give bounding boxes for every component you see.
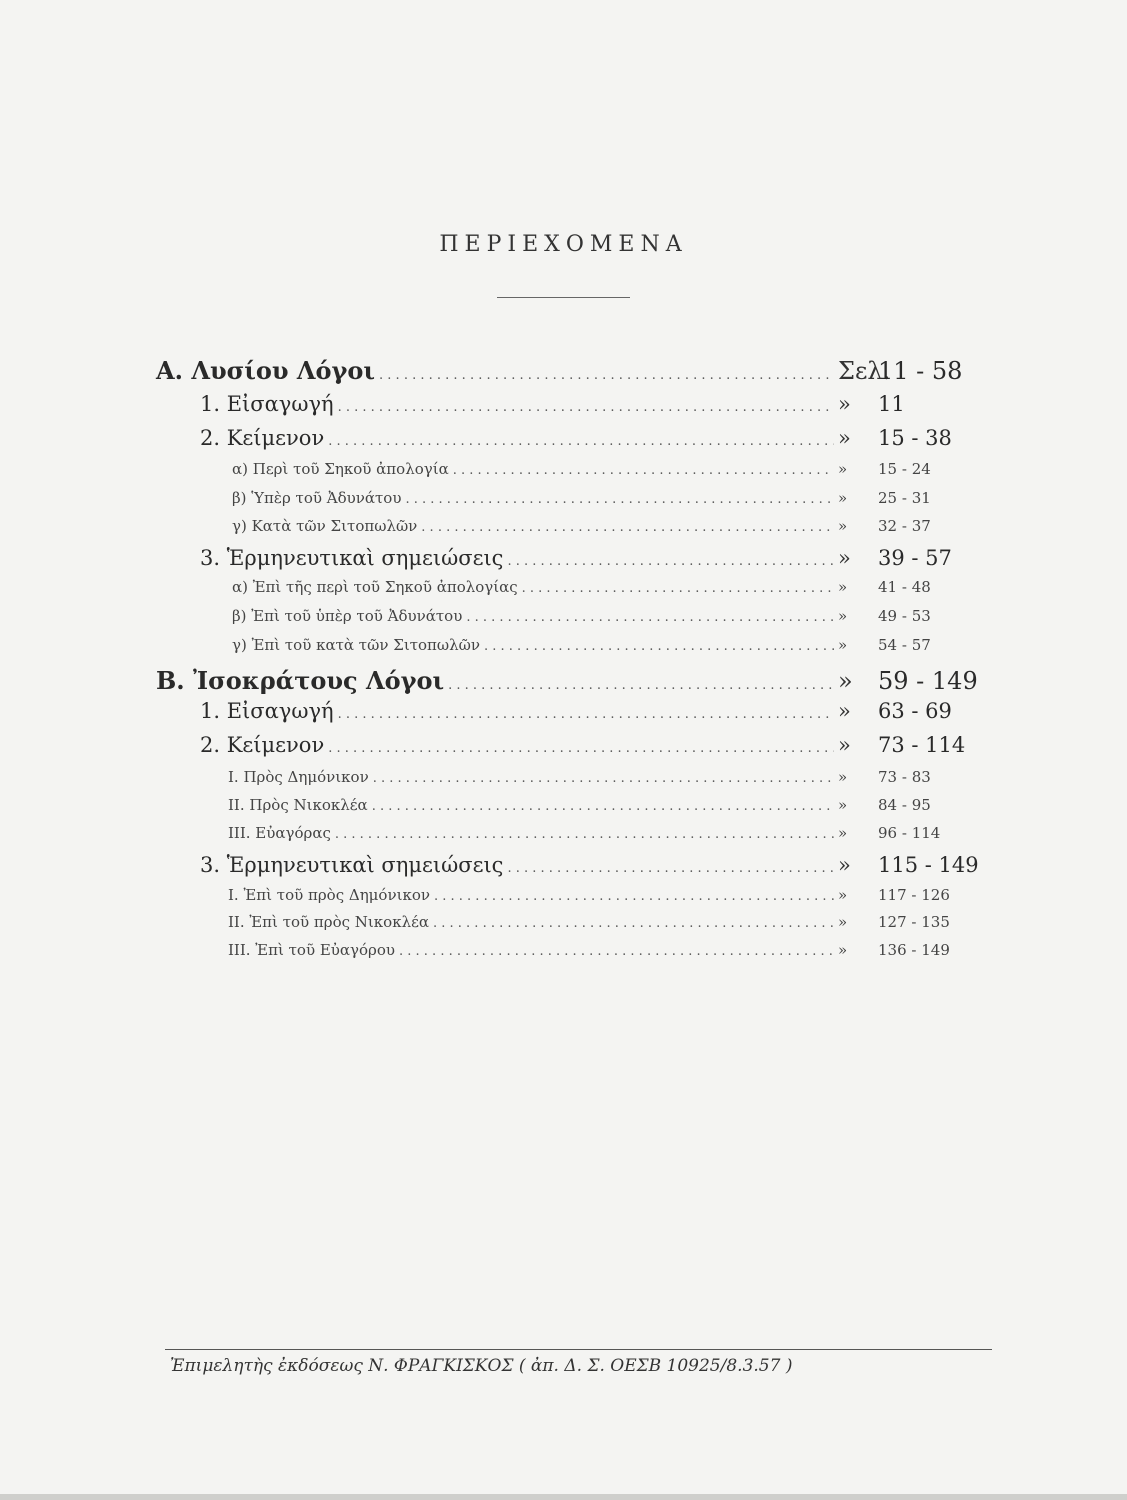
- leader-dots: [522, 581, 834, 596]
- page-marker: »: [838, 886, 848, 904]
- toc-entry-title: Β. Ἰσοκράτους Λόγοι: [156, 666, 445, 695]
- page-range: 41 - 48: [878, 578, 931, 596]
- leader-dots: [328, 741, 834, 756]
- page-marker: »: [838, 489, 848, 507]
- toc-entry: [228, 824, 988, 842]
- page-range: 15 - 38: [878, 426, 952, 450]
- page-marker: »: [838, 460, 848, 478]
- title-divider: [497, 297, 630, 298]
- page-marker: »: [838, 699, 851, 723]
- toc-entry-title: I. Ἐπὶ τοῦ πρὸς Δημόνικον: [228, 886, 430, 904]
- toc-entry-title: α) Ἐπὶ τῆς περὶ τοῦ Σηκοῦ ἀπολογίας: [232, 578, 518, 596]
- page-marker: »: [838, 517, 848, 535]
- page-range: 73 - 114: [878, 733, 966, 757]
- page-marker: »: [838, 392, 851, 416]
- leader-dots: [466, 610, 834, 625]
- leader-dots: [484, 639, 834, 654]
- toc-entry: [200, 426, 988, 450]
- toc-entry-title: Α. Λυσίου Λόγοι: [156, 356, 376, 385]
- page-marker: »: [838, 853, 851, 877]
- toc-entry: [232, 489, 988, 507]
- leader-dots: [399, 944, 834, 959]
- toc-entry-title: 2. Κείμενον: [200, 733, 325, 757]
- toc-entry: [200, 733, 988, 757]
- toc-entry-title: II. Ἐπὶ τοῦ πρὸς Νικοκλέα: [228, 913, 429, 931]
- toc-entry-title: III. Ἐπὶ τοῦ Εὐαγόρου: [228, 941, 395, 959]
- page-range: 63 - 69: [878, 699, 952, 723]
- toc-entry-title: 1. Εἰσαγωγή: [200, 392, 334, 416]
- page-marker: »: [838, 546, 851, 570]
- toc-entry-title: β) Ὑπὲρ τοῦ Ἀδυνάτου: [232, 489, 402, 507]
- leader-dots: [379, 368, 834, 383]
- page-marker: Σελ.: [838, 357, 891, 385]
- toc-entry-title: 3. Ἑρμηνευτικαὶ σημειώσεις: [200, 546, 504, 570]
- toc-entry: [228, 941, 988, 959]
- footer-divider: [165, 1349, 992, 1350]
- toc-entry-title: I. Πρὸς Δημόνικον: [228, 768, 369, 786]
- leader-dots: [372, 799, 834, 814]
- page-range: 11 - 58: [878, 357, 963, 385]
- page-marker: »: [838, 824, 848, 842]
- toc-entry: [228, 796, 988, 814]
- page-range: 127 - 135: [878, 913, 950, 931]
- page-range: 25 - 31: [878, 489, 931, 507]
- toc-entry: [232, 460, 988, 478]
- toc-entry: [232, 517, 988, 535]
- page-range: 59 - 149: [878, 667, 978, 695]
- toc-entry-title: γ) Ἐπὶ τοῦ κατὰ τῶν Σιτοπωλῶν: [232, 636, 480, 654]
- toc-entry-title: II. Πρὸς Νικοκλέα: [228, 796, 368, 814]
- page-range: 136 - 149: [878, 941, 950, 959]
- toc-entry: [200, 546, 988, 570]
- toc-entry: [228, 768, 988, 786]
- page-range: 32 - 37: [878, 517, 931, 535]
- page-marker: »: [838, 667, 853, 695]
- leader-dots: [338, 400, 834, 415]
- toc-entry: [232, 607, 988, 625]
- page-title: ΠΕΡΙΕΧΟΜΕΝΑ: [439, 232, 688, 257]
- page-range: 73 - 83: [878, 768, 931, 786]
- page-range: 54 - 57: [878, 636, 931, 654]
- page-marker: »: [838, 636, 848, 654]
- toc-entry: [200, 392, 988, 416]
- leader-dots: [405, 492, 834, 507]
- page-marker: »: [838, 426, 851, 450]
- page-range: 11: [878, 392, 905, 416]
- toc-entry: [200, 853, 988, 877]
- leader-dots: [453, 463, 834, 478]
- page-marker: »: [838, 941, 848, 959]
- page-marker: »: [838, 913, 848, 931]
- leader-dots: [507, 861, 834, 876]
- leader-dots: [434, 889, 834, 904]
- leader-dots: [373, 771, 834, 786]
- page-marker: »: [838, 607, 848, 625]
- leader-dots: [507, 554, 834, 569]
- leader-dots: [335, 827, 834, 842]
- toc-entry-title: α) Περὶ τοῦ Σηκοῦ ἀπολογία: [232, 460, 449, 478]
- page-marker: »: [838, 578, 848, 596]
- page-range: 15 - 24: [878, 460, 931, 478]
- page-marker: »: [838, 768, 848, 786]
- page-range: 84 - 95: [878, 796, 931, 814]
- toc-entry-title: 3. Ἑρμηνευτικαὶ σημειώσεις: [200, 853, 504, 877]
- page-range: 96 - 114: [878, 824, 941, 842]
- page-marker: »: [838, 733, 851, 757]
- toc-entry-title: 2. Κείμενον: [200, 426, 325, 450]
- toc-entry: [232, 636, 988, 654]
- page-edge: [0, 1494, 1127, 1500]
- page-range: 115 - 149: [878, 853, 979, 877]
- toc-entry: [156, 666, 988, 695]
- toc-entry: [228, 913, 988, 931]
- toc-entry-title: 1. Εἰσαγωγή: [200, 699, 334, 723]
- editor-credit: Ἐπιμελητὴς ἐκδόσεως Ν. ΦΡΑΓΚΙΣΚΟΣ ( ἀπ. Δ. Σ. ΟΕΣΒ 10925/8.3.57 ): [170, 1356, 793, 1376]
- page-range: 49 - 53: [878, 607, 931, 625]
- toc-entry-title: β) Ἐπὶ τοῦ ὑπὲρ τοῦ Ἀδυνάτου: [232, 607, 463, 625]
- leader-dots: [421, 520, 834, 535]
- toc-entry-title: γ) Κατὰ τῶν Σιτοπωλῶν: [232, 517, 418, 535]
- leader-dots: [328, 434, 834, 449]
- toc-entry: [156, 356, 988, 385]
- leader-dots: [338, 707, 834, 722]
- leader-dots: [433, 916, 834, 931]
- toc-entry: [200, 699, 988, 723]
- page-range: 117 - 126: [878, 886, 950, 904]
- page-range: 39 - 57: [878, 546, 952, 570]
- toc-entry-title: III. Εὐαγόρας: [228, 824, 331, 842]
- toc-entry: [232, 578, 988, 596]
- toc-entry: [228, 886, 988, 904]
- leader-dots: [448, 678, 834, 693]
- page-marker: »: [838, 796, 848, 814]
